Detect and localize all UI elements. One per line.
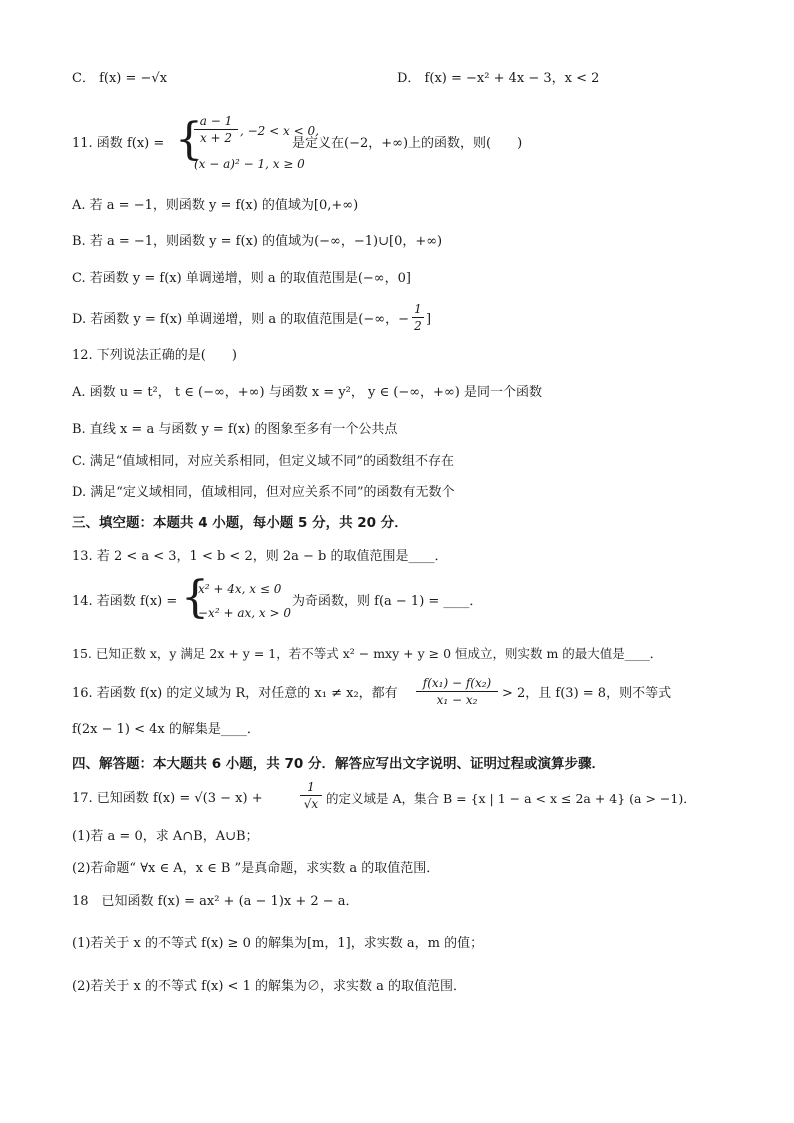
q16-text-line2: f(2x − 1) < 4x 的解集是____． [72,722,260,737]
q17-part-2: (2)若命题“ ∀x ∈ A，x ∈ B ”是真命题，求实数 a 的取值范围． [72,861,440,876]
q14-suffix: 为奇函数，则 f(a − 1) = ____． [292,594,483,609]
q10-option-d: D． f(x) = −x² + 4x − 3，x < 2 [397,71,600,86]
q11-case1-denominator: x + 2 [199,131,233,145]
q11-option-d-text: D. 若函数 y = f(x) 单调递增，则 a 的取值范围是(−∞，− [72,312,409,327]
q14-case2: −x² + ax, x > 0 [198,606,291,620]
q16-text-post: > 2，且 f(3) = 8，则不等式 [502,686,672,701]
section-3-heading: 三、填空题：本题共 4 小题，每小题 5 分，共 20 分． [72,515,408,531]
q15-text: 15. 已知正数 x，y 满足 2x + y = 1，若不等式 x² − mxy + y ≥ 0 恒成立，则实数 m 的最大值是____． [72,646,663,661]
q10-option-c: C． f(x) = −√x [72,71,168,86]
q17-text-post: 的定义域是 A，集合 B = {x | 1 − a < x ≤ 2a + 4} (a > −1)． [326,791,696,806]
fraction-numerator: f(x₁) − f(x₂) [422,676,492,690]
q11-prefix: 11. 函数 f(x) = [72,136,165,151]
q16-text-pre: 16. 若函数 f(x) 的定义域为 R，对任意的 x₁ ≠ x₂，都有 [72,686,398,701]
q11-case1-condition: , −2 < x < 0, [240,124,319,138]
q11-option-d-fraction [412,302,424,333]
q11-case1-numerator: a − 1 [199,114,233,128]
q18-part-1: (1)若关于 x 的不等式 f(x) ≥ 0 的解集为[m，1]，求实数 a，m 的值； [72,936,484,951]
fraction-denominator: x₁ − x₂ [436,693,478,707]
q12-stem: 12. 下列说法正确的是( ) [72,348,237,363]
q18-stem: 18 已知函数 f(x) = ax² + (a − 1)x + 2 − a． [72,894,359,909]
q12-option-a: A. 函数 u = t²， t ∈ (−∞，+∞) 与函数 x = y²， y ∈ (−∞，+∞) 是同一个函数 [72,385,542,400]
q16-fraction [416,676,498,707]
q11-brace: { [175,114,203,165]
q11-case1-fraction [194,114,238,145]
q17-fraction [300,780,322,811]
fraction-bar [412,317,424,318]
q11-suffix: 是定义在(−2，+∞)上的函数，则( ) [292,136,523,151]
q17-text-pre: 17. 已知函数 f(x) = √(3 − x) + [72,791,263,806]
q17-part-1: (1)若 a = 0，求 A∩B，A∪B； [72,829,259,844]
q12-option-c: C. 满足“值域相同，对应关系相同，但定义域不同”的函数组不存在 [72,454,455,469]
fraction-denominator: 2 [414,319,422,333]
q11-option-c: C. 若函数 y = f(x) 单调递增，则 a 的取值范围是(−∞，0] [72,271,411,286]
q12-option-b: B. 直线 x = a 与函数 y = f(x) 的图象至多有一个公共点 [72,422,398,437]
q14-case1: x² + 4x, x ≤ 0 [198,582,282,596]
q11-option-b: B. 若 a = −1，则函数 y = f(x) 的值域为(−∞，−1)∪[0，+∞) [72,234,443,249]
q12-option-d: D. 满足“定义域相同，值域相同，但对应关系不同”的函数有无数个 [72,485,455,500]
q14-brace: { [181,572,209,623]
q13-text: 13. 若 2 < a < 3，1 < b < 2，则 2a − b 的取值范围是____． [72,549,448,564]
q11-option-d-close: ] [426,312,432,327]
fraction-numerator: 1 [307,780,315,794]
fraction-denominator: √x [303,797,319,811]
q11-case2: (x − a)² − 1, x ≥ 0 [194,157,305,171]
fraction-bar [416,691,498,692]
fraction-bar [300,795,322,796]
fraction-numerator: 1 [414,302,422,316]
section-4-heading: 四、解答题：本大题共 6 小题，共 70 分．解答应写出文字说明、证明过程或演算步骤． [72,756,605,772]
q11-option-a: A. 若 a = −1，则函数 y = f(x) 的值域为[0,+∞) [72,198,359,213]
fraction-bar [194,129,238,130]
q18-part-2: (2)若关于 x 的不等式 f(x) < 1 的解集为∅，求实数 a 的取值范围． [72,979,467,994]
q14-prefix: 14. 若函数 f(x) = [72,594,178,609]
